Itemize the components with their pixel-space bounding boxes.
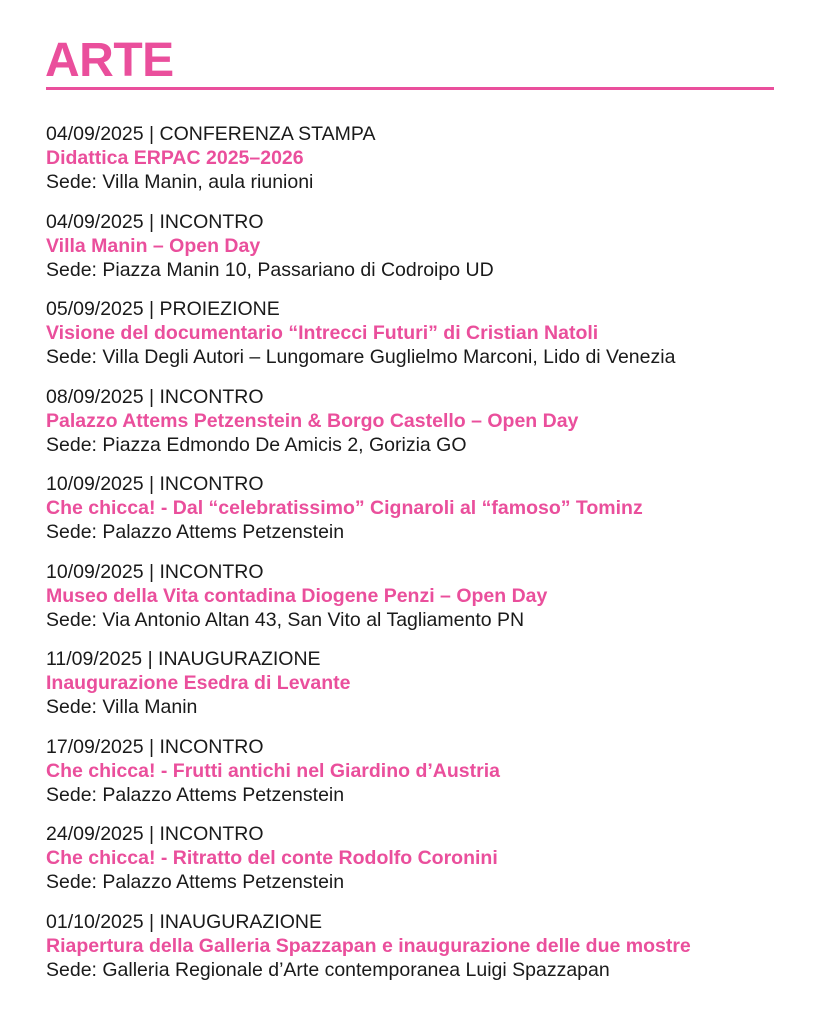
event-venue: Sede: Via Antonio Altan 43, San Vito al Tagliamento PN [46, 608, 525, 631]
event-date-type: 05/09/2025 | PROIEZIONE [46, 298, 280, 320]
event-entry [46, 647, 806, 735]
event-entry [46, 385, 806, 473]
event-entry [46, 735, 806, 823]
event-title: Inaugurazione Esedra di Levante [46, 672, 351, 694]
event-venue: Sede: Galleria Regionale d’Arte contemporanea Luigi Spazzapan [46, 958, 610, 981]
event-venue: Sede: Piazza Edmondo De Amicis 2, Gorizia GO [46, 433, 467, 456]
event-title: Palazzo Attems Petzenstein & Borgo Castello – Open Day [46, 409, 579, 432]
event-entry [46, 560, 806, 648]
event-venue: Sede: Villa Manin, aula riunioni [46, 171, 314, 193]
event-date-type: 11/09/2025 | INAUGURAZIONE [46, 648, 321, 670]
event-date-type: 10/09/2025 | INCONTRO [46, 560, 264, 583]
event-entry [46, 297, 806, 385]
event-title: Villa Manin – Open Day [46, 234, 261, 257]
event-title: Didattica ERPAC 2025–2026 [46, 147, 304, 169]
event-entry [46, 210, 806, 298]
event-title: Museo della Vita contadina Diogene Penzi – Open Day [46, 584, 548, 607]
event-date-type: 17/09/2025 | INCONTRO [46, 735, 264, 758]
event-venue: Sede: Palazzo Attems Petzenstein [46, 783, 345, 806]
event-title: Che chicca! - Ritratto del conte Rodolfo Coronini [46, 847, 498, 869]
event-title: Visione del documentario “Intrecci Futuri” di Cristian Natoli [46, 322, 599, 344]
event-date-type: 10/09/2025 | INCONTRO [46, 473, 264, 495]
event-list [46, 122, 806, 997]
title-divider [46, 87, 774, 90]
event-venue: Sede: Villa Manin [46, 696, 198, 718]
event-date-type: 04/09/2025 | CONFERENZA STAMPA [46, 123, 376, 145]
event-title: Che chicca! - Frutti antichi nel Giardino d’Austria [46, 759, 500, 782]
event-entry [46, 910, 806, 998]
event-venue: Sede: Palazzo Attems Petzenstein [46, 521, 345, 543]
event-title: Riapertura della Galleria Spazzapan e inaugurazione delle due mostre [46, 934, 691, 957]
event-title: Che chicca! - Dal “celebratissimo” Cignaroli al “famoso” Tominz [46, 497, 643, 519]
event-date-type: 01/10/2025 | INAUGURAZIONE [46, 910, 323, 933]
event-entry [46, 472, 806, 560]
event-venue: Sede: Villa Degli Autori – Lungomare Guglielmo Marconi, Lido di Venezia [46, 346, 676, 368]
event-venue: Sede: Palazzo Attems Petzenstein [46, 871, 345, 893]
event-date-type: 08/09/2025 | INCONTRO [46, 385, 264, 408]
event-date-type: 04/09/2025 | INCONTRO [46, 210, 264, 233]
event-entry [46, 122, 806, 210]
event-date-type: 24/09/2025 | INCONTRO [46, 823, 264, 845]
event-venue: Sede: Piazza Manin 10, Passariano di Codroipo UD [46, 258, 494, 281]
event-entry [46, 822, 806, 910]
page-title: ARTE [45, 34, 174, 87]
